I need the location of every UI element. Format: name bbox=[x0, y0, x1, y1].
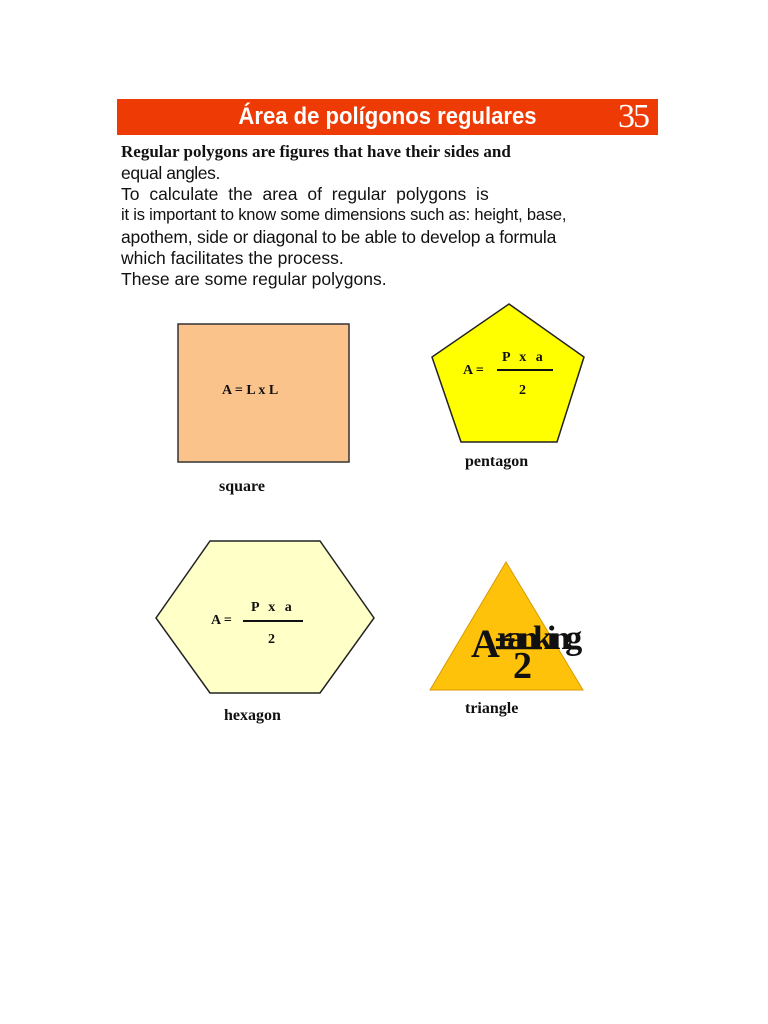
intro-line-3: To calculate the area of regular polygons is bbox=[121, 184, 489, 204]
intro-line-2: equal angles. bbox=[121, 163, 220, 183]
pentagon-formula-numerator: P x a bbox=[502, 350, 546, 365]
pentagon-formula-denominator: 2 bbox=[519, 383, 526, 398]
hexagon-label: hexagon bbox=[224, 707, 281, 724]
square-formula: A = L x L bbox=[222, 383, 279, 398]
pentagon-formula-lhs: A = bbox=[463, 363, 484, 378]
intro-line-4: it is important to know some dimensions such as: height, base, bbox=[121, 206, 567, 224]
square-label: square bbox=[219, 478, 265, 495]
hexagon-formula-lhs: A = bbox=[211, 613, 232, 628]
triangle-formula-numerator: ranking bbox=[497, 620, 578, 657]
hexagon-formula-numerator: P x a bbox=[251, 600, 295, 615]
hexagon-shape bbox=[156, 541, 374, 693]
triangle-label: triangle bbox=[465, 700, 519, 717]
triangle-formula-lhs: A= bbox=[471, 621, 511, 666]
intro-line-6: which facilitates the process. bbox=[121, 248, 344, 268]
page-title: Área de polígonos regulares bbox=[238, 103, 537, 130]
pentagon-label: pentagon bbox=[465, 453, 529, 470]
triangle-formula-denominator: 2 bbox=[513, 645, 532, 687]
intro-line-7: These are some regular polygons. bbox=[121, 269, 387, 289]
intro-line-1: Regular polygons are figures that have their sides and bbox=[121, 142, 511, 161]
intro-line-5: apothem, side or diagonal to be able to develop a formula bbox=[121, 227, 557, 247]
page-number: 35 bbox=[618, 98, 648, 135]
hexagon-formula-denominator: 2 bbox=[268, 632, 275, 647]
pentagon-shape bbox=[432, 304, 584, 442]
